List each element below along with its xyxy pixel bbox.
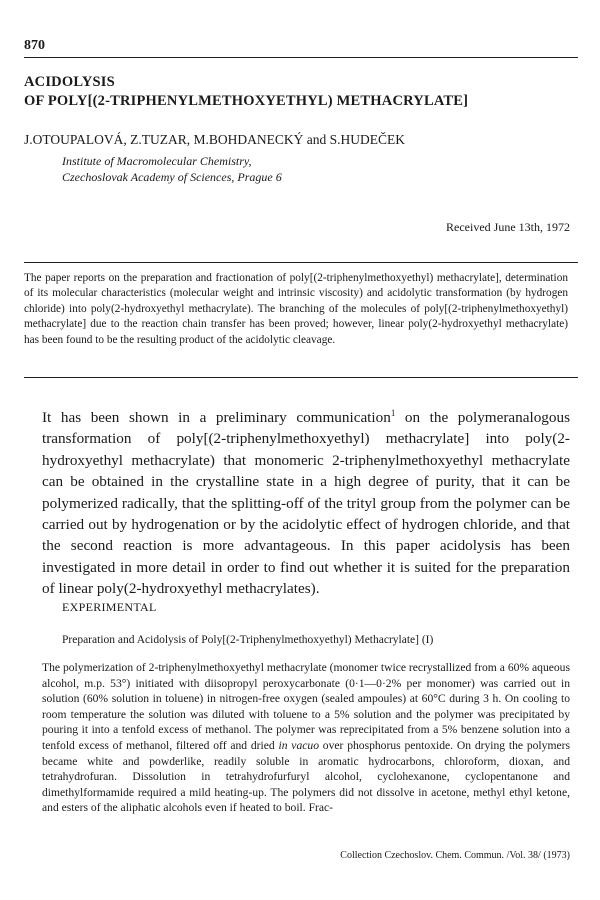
subsection-heading: Preparation and Acidolysis of Poly[(2-Triphenylmethoxyethyl) Methacrylate] (I)	[62, 634, 434, 646]
experimental-paragraph	[42, 660, 570, 816]
received-date: Received June 13th, 1972	[446, 220, 570, 234]
journal-footer: Collection Czechoslov. Chem. Commun. /Vol. 38/ (1973)	[340, 850, 570, 861]
abstract-bottom-rule	[24, 377, 578, 378]
experimental-text-1: The polymerization of 2-triphenylmethoxyethyl methacrylate (monomer twice recrystallized from a 60% aqueous alcohol, m.p. 53°) initiated with diisopropyl peroxycarbonate (0·1—0·2% per monomer) was carried out in solution (60% solution in toluene) in nitrogen-free oxygen (sealed ampoules) at 60°C during 3 h. On cooling to room temperature the solution was diluted with toluene to a 5% solution and the polymer was precipitated by pouring it into a tenfold excess of methanol. The polymer was reprecipitated from a 5% benzene solution into a tenfold excess of methanol, filtered off and dried	[42, 661, 570, 752]
affiliation-line-2: Czechoslovak Academy of Sciences, Prague 6	[62, 170, 282, 184]
title-line-1: ACIDOLYSIS	[24, 74, 115, 90]
header-rule	[24, 57, 578, 58]
authors: J.OTOUPALOVÁ, Z.TUZAR, M.BOHDANECKÝ and S.HUDEČEK	[24, 132, 406, 147]
intro-text-rest: on the polymeranalogous transformation of poly[(2-triphenylmethoxyethyl) methacrylate] into poly(2-hydroxyethyl methacrylate) that monomeric 2-triphenylmethoxyethyl methacrylate can be obtained in the crystalline state in a high degree of purity, that it can be polymerized radically, that the splitting-off of the trityl group from the polymer can be carried out by hydrogenation or by the acidolytic effect of hydrogen chloride, and that the second reaction is more advantageous. In this paper acidolysis has been investigated in more detail in order to find out whether it is suited for the preparation of linear poly(2-hydroxyethyl methacrylates).	[42, 409, 570, 598]
page-number: 870	[24, 38, 45, 53]
title-line-2: OF POLY[(2-TRIPHENYLMETHOXYETHYL) METHACRYLATE]	[24, 93, 469, 109]
intro-text-start: It has been shown in a preliminary communication	[42, 409, 391, 426]
abstract-top-rule	[24, 262, 578, 263]
experimental-italic: in vacuo	[278, 738, 319, 752]
article-title	[24, 73, 564, 111]
section-heading: EXPERIMENTAL	[62, 600, 157, 614]
experimental-text-2: over phosphorus pentoxide. On drying the polymers became white and powderlike, readily soluble in aromatic hydrocarbons, chloroform, dioxan, and tetrahydrofuran. Dissolution in tetrahydrofurfuryl alcohol, cyclohexanone, cyclopentanone and dimethylformamide required a mild heating-up. The polymers did not dissolve in acetone, methyl ethyl ketone, and esters of the aliphatic alcohols even if heated to boil. Frac-	[42, 738, 570, 815]
affiliation-line-1: Institute of Macromolecular Chemistry,	[62, 154, 252, 168]
reference-marker: 1	[390, 407, 396, 418]
introduction-paragraph	[42, 407, 570, 600]
abstract: The paper reports on the preparation and fractionation of poly[(2-triphenylmethoxyethyl) methacrylate], determination of its molecular characteristics (molecular weight and intrinsic viscosity) and acidolytic transformation (by hydrogen chloride) into poly(2-hydroxyethyl methacrylate). The branching of the molecules of poly[(2-triphenylmethoxyethyl) methacrylate] due to the reaction chain transfer has been proved; however, linear poly(2-hydroxyethyl methacrylate) has been found to be the resulting product of the acidolytic cleavage.	[24, 272, 568, 346]
